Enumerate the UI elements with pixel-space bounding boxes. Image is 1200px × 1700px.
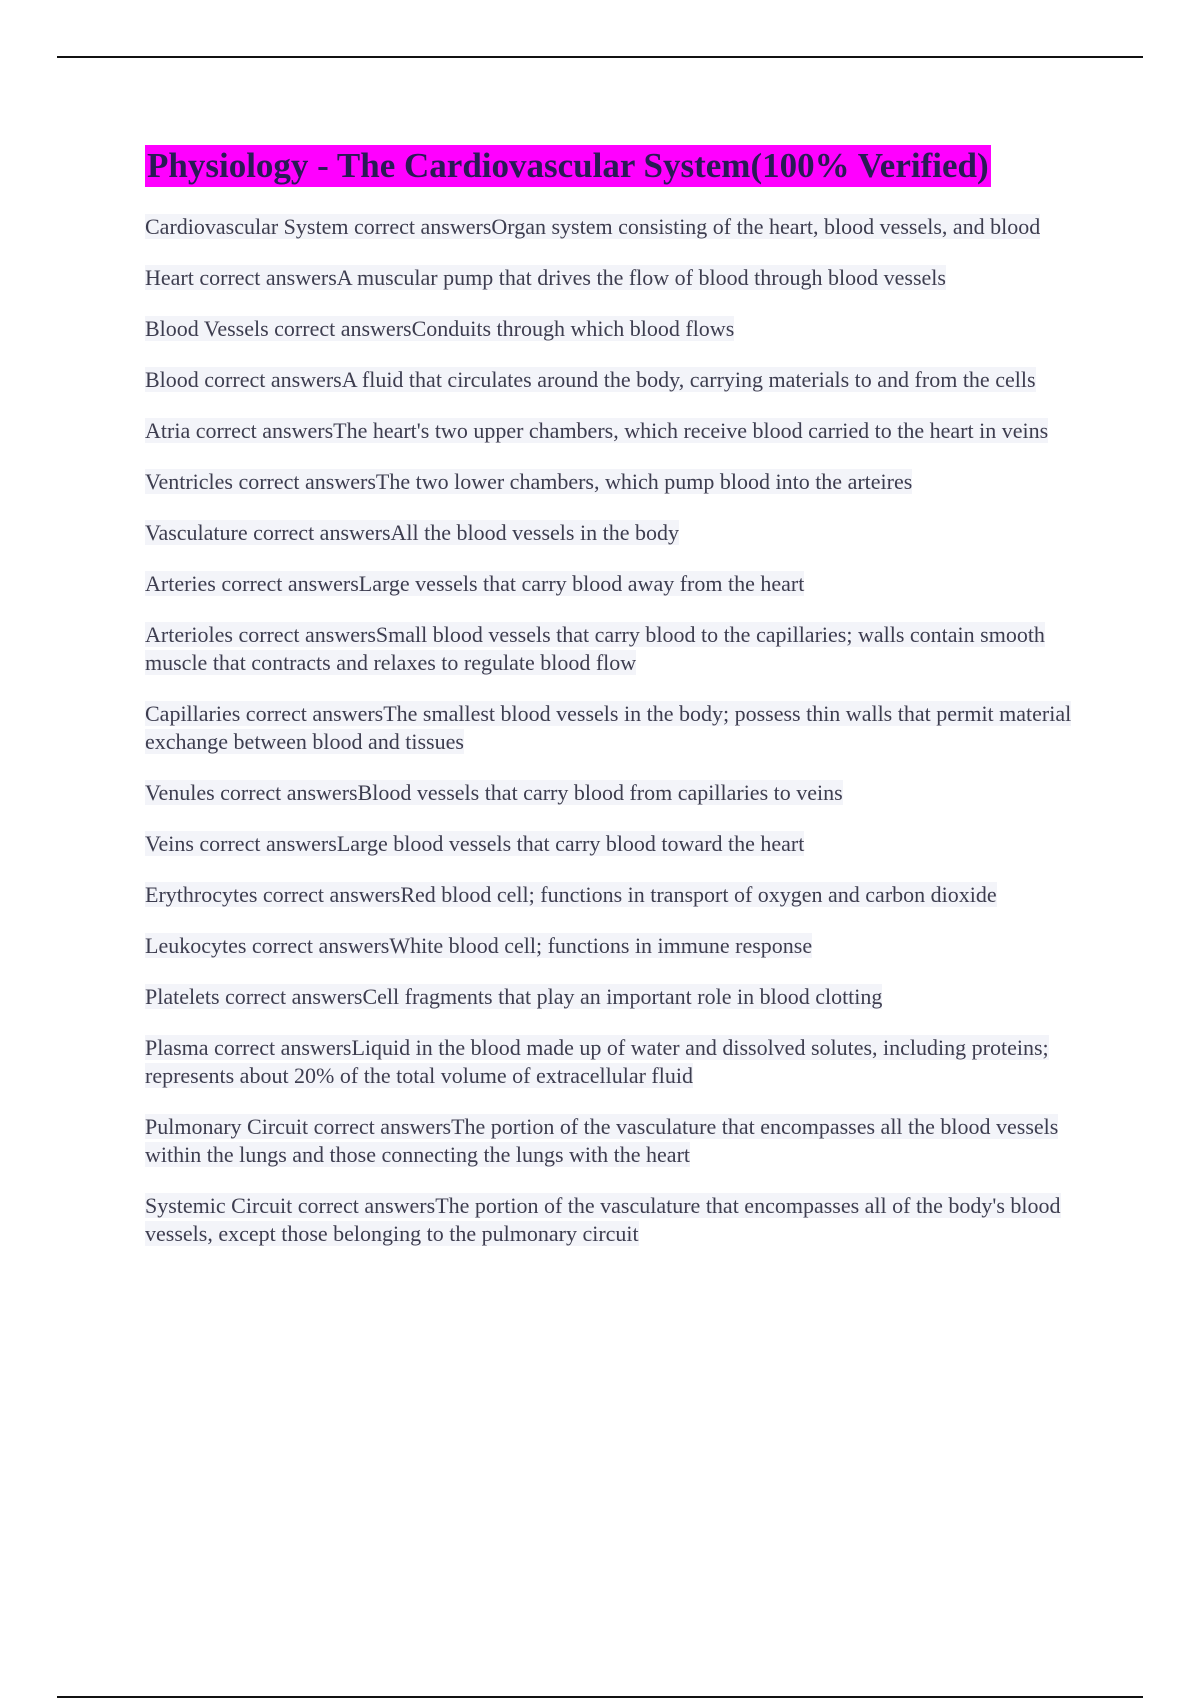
entry-text: Arterioles correct answersSmall blood vessels that carry blood to the capillaries; walls contain smooth muscle that contracts and relaxes to regulate blood flow bbox=[145, 622, 1045, 675]
entry-atria bbox=[145, 417, 1085, 445]
entry-vasculature bbox=[145, 519, 1085, 547]
entry-list bbox=[145, 213, 1085, 1248]
entry-text: Veins correct answersLarge blood vessels that carry blood toward the heart bbox=[145, 831, 805, 856]
entry-text: Leukocytes correct answersWhite blood cell; functions in immune response bbox=[145, 933, 813, 958]
entry-text: Heart correct answersA muscular pump that drives the flow of blood through blood vessels bbox=[145, 265, 946, 290]
entry-text: Blood correct answersA fluid that circulates around the body, carrying materials to and from the cells bbox=[145, 367, 1036, 392]
entry-ventricles bbox=[145, 468, 1085, 496]
entry-capillaries bbox=[145, 700, 1085, 756]
entry-blood bbox=[145, 366, 1085, 394]
document-body bbox=[145, 145, 1085, 1271]
entry-platelets bbox=[145, 983, 1085, 1011]
entry-text: Systemic Circuit correct answersThe portion of the vasculature that encompasses all of the body's blood vessels, except those belonging to the pulmonary circuit bbox=[145, 1193, 1061, 1246]
entry-text: Blood Vessels correct answersConduits through which blood flows bbox=[145, 316, 735, 341]
entry-text: Capillaries correct answersThe smallest blood vessels in the body; possess thin walls that permit material exchange between blood and tissues bbox=[145, 701, 1072, 754]
entry-erythrocytes bbox=[145, 881, 1085, 909]
entry-text: Vasculature correct answersAll the blood vessels in the body bbox=[145, 520, 679, 545]
entry-arteries bbox=[145, 570, 1085, 598]
entry-leukocytes bbox=[145, 932, 1085, 960]
entry-veins bbox=[145, 830, 1085, 858]
entry-text: Erythrocytes correct answersRed blood cell; functions in transport of oxygen and carbon dioxide bbox=[145, 882, 997, 907]
footer-rule bbox=[57, 1696, 1143, 1698]
entry-text: Cardiovascular System correct answersOrgan system consisting of the heart, blood vessels, and blood bbox=[145, 214, 1041, 239]
entry-heart bbox=[145, 264, 1085, 292]
entry-systemic-circuit bbox=[145, 1192, 1085, 1248]
entry-pulmonary-circuit bbox=[145, 1113, 1085, 1169]
entry-arterioles bbox=[145, 621, 1085, 677]
entry-venules bbox=[145, 779, 1085, 807]
entry-text: Platelets correct answersCell fragments that play an important role in blood clotting bbox=[145, 984, 883, 1009]
entry-cardiovascular-system bbox=[145, 213, 1085, 241]
entry-text: Atria correct answersThe heart's two upper chambers, which receive blood carried to the heart in veins bbox=[145, 418, 1049, 443]
entry-text: Venules correct answersBlood vessels that carry blood from capillaries to veins bbox=[145, 780, 843, 805]
entry-plasma bbox=[145, 1034, 1085, 1090]
entry-text: Arteries correct answersLarge vessels that carry blood away from the heart bbox=[145, 571, 805, 596]
entry-text: Plasma correct answersLiquid in the blood made up of water and dissolved solutes, including proteins; represents about 20% of the total volume of extracellular fluid bbox=[145, 1035, 1049, 1088]
document-title: Physiology - The Cardiovascular System(100% Verified) bbox=[147, 146, 989, 185]
entry-blood-vessels bbox=[145, 315, 1085, 343]
header-rule bbox=[57, 56, 1143, 58]
entry-text: Pulmonary Circuit correct answersThe portion of the vasculature that encompasses all the blood vessels within the lungs and those connecting the lungs with the heart bbox=[145, 1114, 1059, 1167]
entry-text: Ventricles correct answersThe two lower chambers, which pump blood into the arteires bbox=[145, 469, 913, 494]
